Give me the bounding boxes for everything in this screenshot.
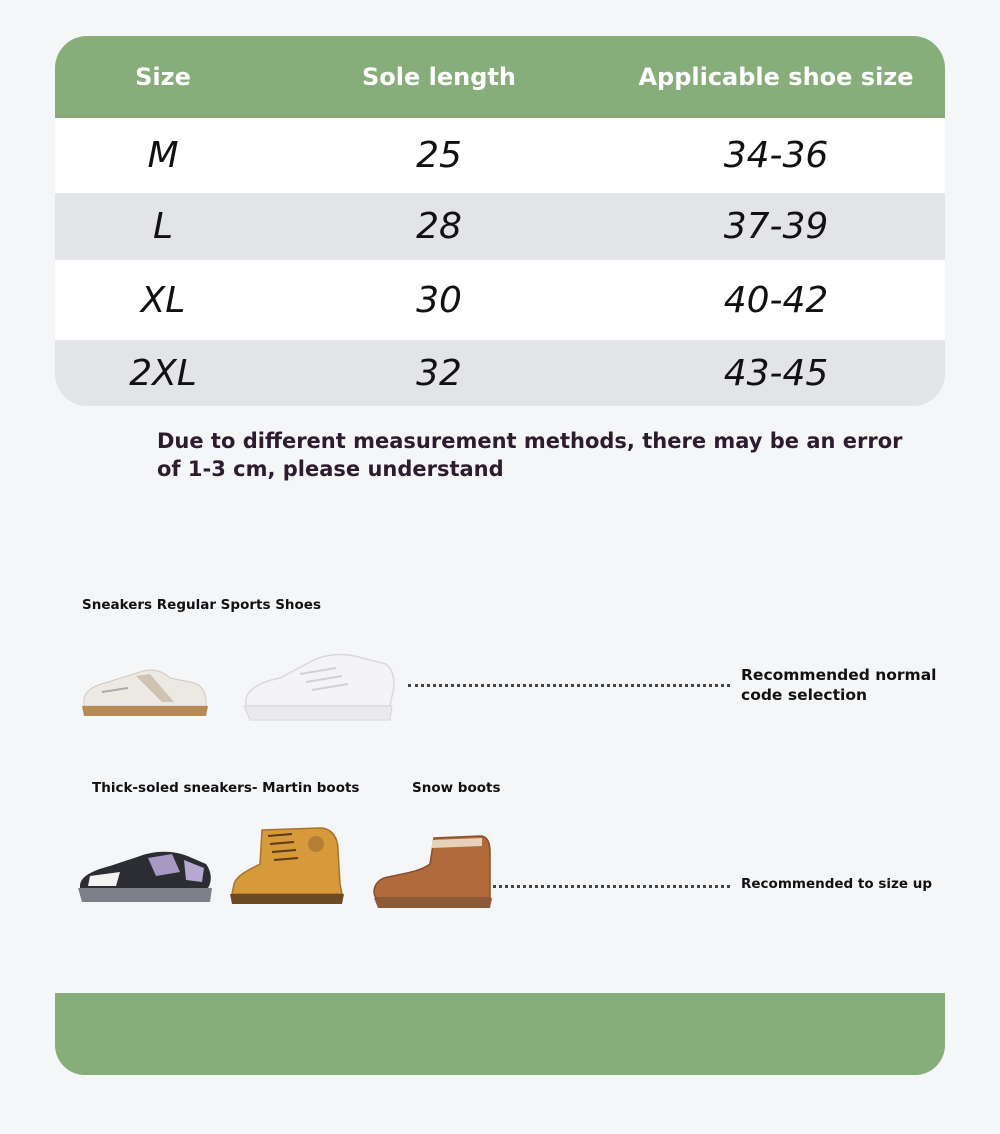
footer-bar <box>55 993 945 1075</box>
cell-shoe-size: 43-45 <box>723 352 829 394</box>
recommendation-normal-line1: Recommended normal <box>741 666 937 684</box>
cell-size: 2XL <box>129 352 197 394</box>
martin-boot-image <box>228 824 346 908</box>
dotted-leader-line <box>408 684 730 687</box>
cell-size: L <box>152 206 174 247</box>
snow-boots-label: Snow boots <box>412 780 501 796</box>
table-row <box>55 118 945 193</box>
header-applicable-size: Applicable shoe size <box>638 63 914 91</box>
table-row <box>55 193 945 260</box>
header-size: Size <box>135 63 191 91</box>
header-sole-length: Sole length <box>362 63 516 91</box>
dotted-leader-line <box>493 885 730 888</box>
cell-shoe-size: 40-42 <box>723 279 829 321</box>
retro-sneaker-image <box>78 662 210 722</box>
thick-soled-label: Thick-soled sneakers- Martin boots <box>92 780 360 796</box>
cell-size: XL <box>140 279 186 321</box>
cell-size: M <box>147 135 179 176</box>
size-table <box>55 36 945 406</box>
cell-sole-length: 28 <box>416 206 462 247</box>
white-sneaker-image <box>240 648 398 728</box>
cell-sole-length: 25 <box>416 135 462 176</box>
cell-sole-length: 30 <box>416 279 462 321</box>
cell-sole-length: 32 <box>416 352 462 394</box>
recommendation-normal-line2: code selection <box>741 686 867 704</box>
recommendation-normal <box>741 665 936 705</box>
table-row <box>55 340 945 406</box>
cell-shoe-size: 34-36 <box>723 135 829 176</box>
snow-boot-image <box>370 834 494 912</box>
recommendation-size-up: Recommended to size up <box>741 876 932 892</box>
cell-shoe-size: 37-39 <box>723 206 829 247</box>
measurement-note: Due to different measurement methods, there may be an error of 1-3 cm, please understand <box>157 429 903 481</box>
chunky-sneaker-image <box>76 846 214 908</box>
table-row <box>55 260 945 340</box>
table-header <box>55 36 945 118</box>
sneakers-label: Sneakers Regular Sports Shoes <box>82 597 321 613</box>
